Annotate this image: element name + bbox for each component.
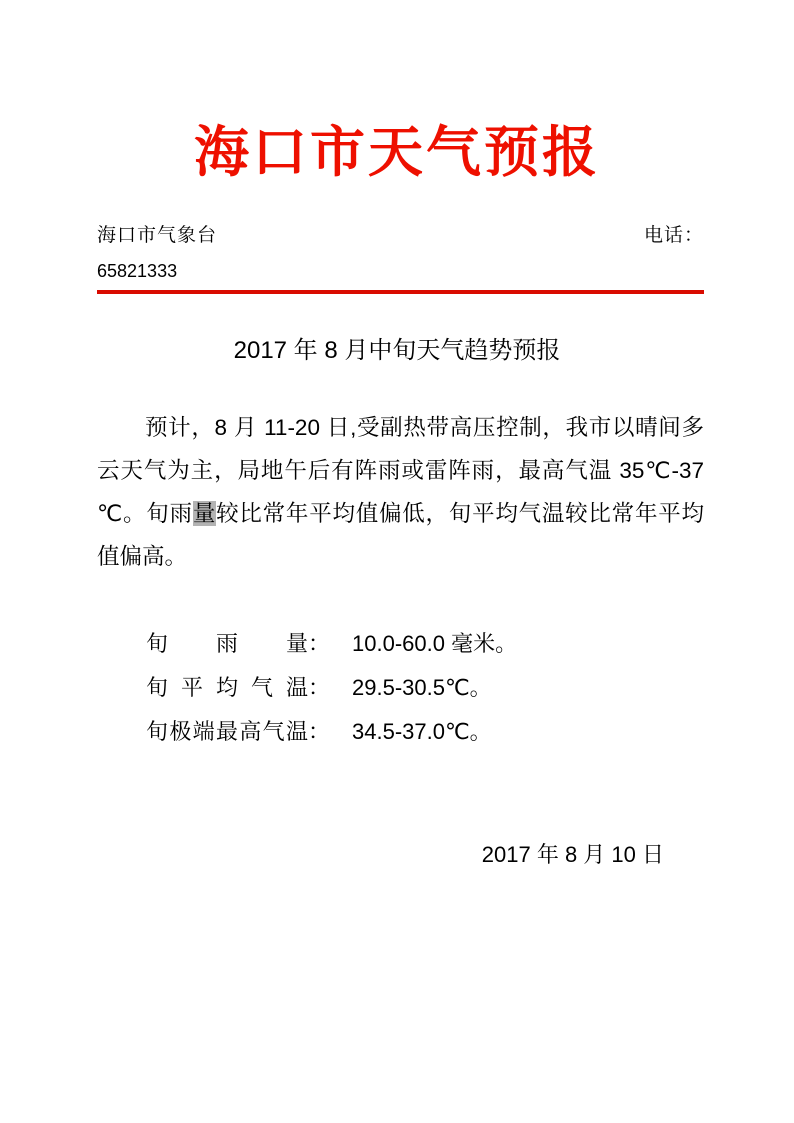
- stat-label-mean-temperature: 旬平均气温: [146, 675, 308, 700]
- paragraph-line-4: [97, 535, 704, 578]
- paragraph-line-1-text: 预计，8 月 11-20 日,受副热带高压控制，我市以晴间多: [145, 415, 704, 440]
- stat-label-extreme-max-temperature: 旬极端最高气温: [146, 719, 308, 744]
- issue-date: 2017 年 8 月 10 日: [481, 842, 664, 867]
- paragraph-line-3-prefix: ℃。旬雨: [97, 501, 193, 526]
- phone-number: 65821333: [97, 261, 178, 281]
- stat-row-rainfall: [97, 622, 704, 666]
- forecast-statistics: [97, 622, 704, 754]
- paragraph-line-2-text: 云天气为主，局地午后有阵雨或雷阵雨，最高气温 35℃-37: [97, 458, 704, 483]
- letterhead-row: [97, 220, 704, 247]
- stat-label-rainfall: 旬雨量: [146, 631, 308, 656]
- forecast-paragraph: [97, 406, 704, 578]
- paragraph-line-2: [97, 449, 704, 492]
- highlighted-character: 量: [192, 501, 217, 526]
- stat-colon: ：: [308, 675, 331, 700]
- stat-value-extreme-max-temperature: 34.5-37.0℃。: [352, 719, 492, 744]
- agency-name: 海口市气象台: [97, 225, 218, 246]
- stat-row-mean-temperature: [97, 666, 704, 710]
- forecast-subtitle: 2017 年 8 月中旬天气趋势预报: [233, 337, 561, 364]
- red-divider-rule: [97, 290, 704, 294]
- stat-colon: ：: [308, 719, 331, 744]
- stat-value-rainfall: 10.0-60.0 毫米。: [352, 631, 518, 656]
- document-title: 海口市天气预报: [193, 121, 600, 183]
- paragraph-line-3: [97, 492, 704, 535]
- phone-label: 电话：: [643, 225, 704, 246]
- stat-value-mean-temperature: 29.5-30.5℃。: [352, 675, 492, 700]
- stat-colon: ：: [308, 631, 331, 656]
- stat-row-extreme-max-temperature: [97, 710, 704, 754]
- paragraph-line-3-suffix: 较比常年平均值偏低，旬平均气温较比常年平均: [216, 501, 704, 526]
- paragraph-line-1: [97, 406, 704, 449]
- paragraph-line-4-text: 值偏高。: [97, 544, 188, 569]
